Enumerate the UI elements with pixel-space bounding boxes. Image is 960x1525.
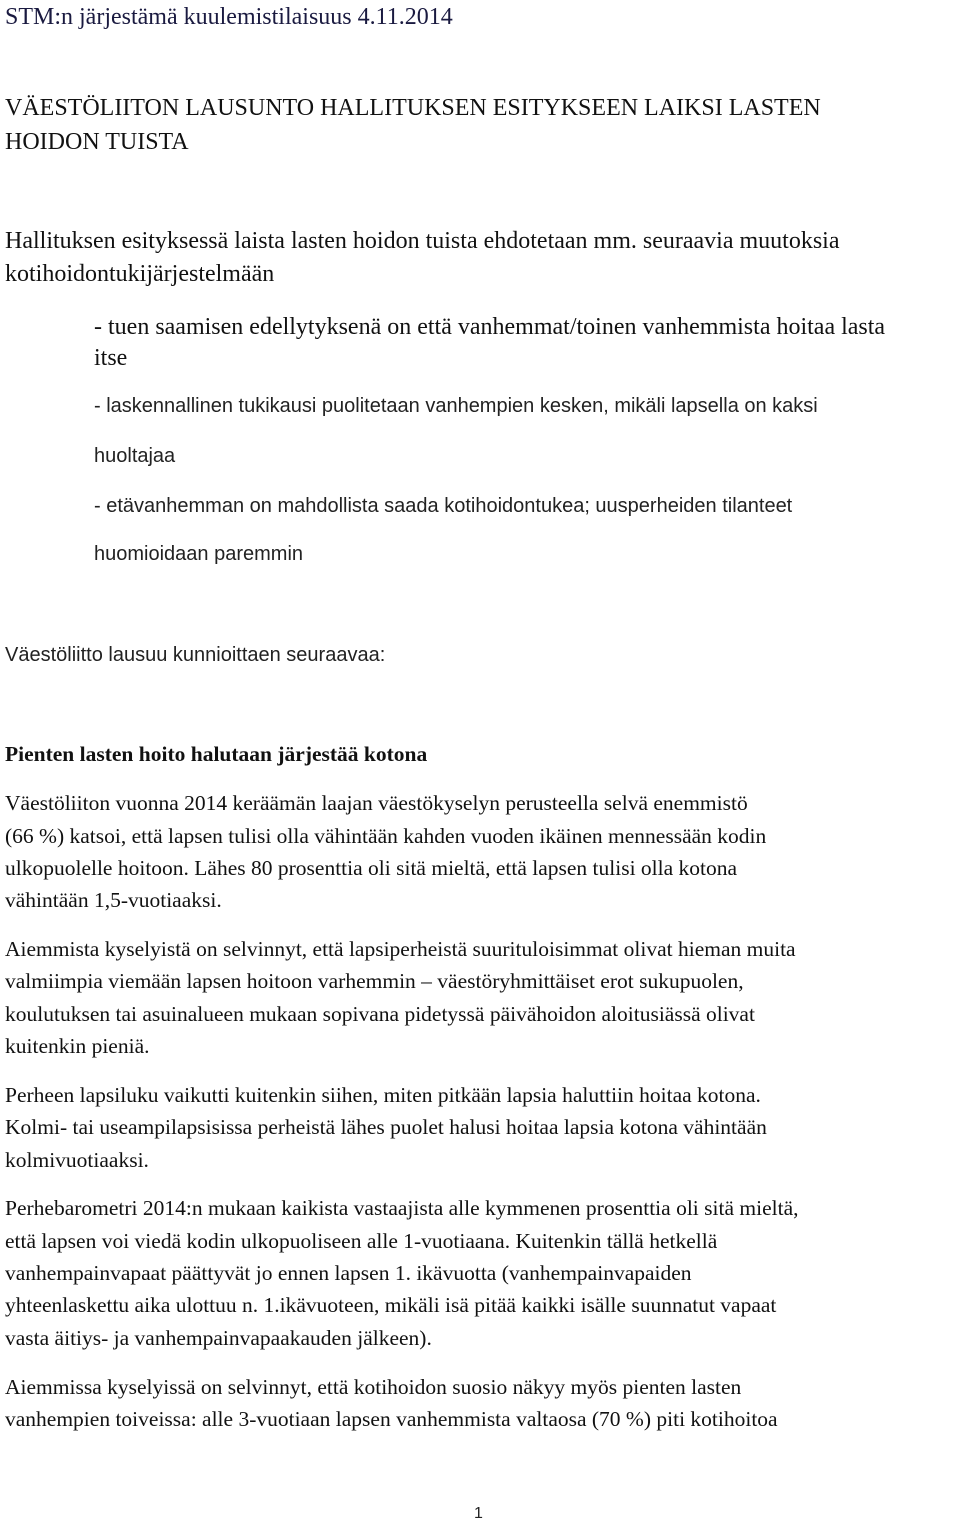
bullet-3-line-1: - etävanhemman on mahdollista saada kotihoidontukea; uusperheiden tilanteet (94, 495, 793, 517)
paragraph-1-line: vähintään 1,5-vuotiaaksi. (5, 888, 222, 912)
paragraph-3-line: Kolmi- tai useampilapsisissa perheistä lähes puolet halusi hoitaa lapsia kotona vähintään (5, 1115, 767, 1139)
paragraph-4-line: Perhebarometri 2014:n mukaan kaikista vastaajista alle kymmenen prosenttia oli sitä mieltä, (5, 1196, 799, 1220)
paragraph-2-line: kuitenkin pieniä. (5, 1034, 150, 1058)
document-title-line-1: VÄESTÖLIITON LAUSUNTO HALLITUKSEN ESITYKSEEN LAIKSI LASTEN (5, 95, 821, 121)
paragraph-4-line: vanhempainvapaat päättyvät jo ennen lapsen 1. ikävuotta (vanhempainvapaiden (5, 1261, 692, 1285)
page-number: 1 (474, 1505, 483, 1522)
paragraph-2-line: valmiimpia viemään lapsen hoitoon varhemmin – väestöryhmittäiset erot sukupuolen, (5, 969, 744, 993)
document-title-line-2: HOIDON TUISTA (5, 129, 189, 155)
paragraph-4-line: yhteenlaskettu aika ulottuu n. 1.ikävuoteen, mikäli isä pitää kaikki isälle suunnatut vapaat (5, 1293, 777, 1317)
bullet-2-line-2: huoltajaa (94, 445, 176, 467)
bullet-1-line-1: - tuen saamisen edellytyksenä on että vanhemmat/toinen vanhemmista hoitaa lasta (94, 314, 886, 340)
section-heading: Pienten lasten hoito halutaan järjestää kotona (5, 742, 428, 766)
paragraph-2-line: koulutuksen tai asuinalueen mukaan sopivana pidetyssä päivähoidon aloitusiässä olivat (5, 1002, 755, 1026)
bullet-3-line-2: huomioidaan paremmin (94, 543, 304, 565)
paragraph-1-line: ulkopuolelle hoitoon. Lähes 80 prosenttia oli sitä mieltä, että lapsen tulisi olla kotona (5, 856, 738, 880)
paragraph-4-line: että lapsen voi viedä kodin ulkopuoliseen alle 1-vuotiaana. Kuitenkin tällä hetkellä (5, 1229, 718, 1253)
paragraph-1-line: (66 %) katsoi, että lapsen tulisi olla vähintään kahden vuoden ikäinen mennessään kodin (5, 824, 767, 848)
paragraph-4-line: vasta äitiys- ja vanhempainvapaakauden jälkeen). (5, 1326, 432, 1350)
paragraph-3-line: kolmivuotiaaksi. (5, 1148, 149, 1172)
paragraph-5-line: vanhempien toiveissa: alle 3-vuotiaan lapsen vanhemmista valtaosa (70 %) piti kotihoitoa (5, 1407, 778, 1431)
bullet-1-line-2: itse (94, 345, 128, 371)
paragraph-1-line: Väestöliiton vuonna 2014 keräämän laajan väestökyselyn perusteella selvä enemmistö (5, 791, 748, 815)
intro-line-2: kotihoidontukijärjestelmään (5, 261, 275, 287)
bullet-2-line-1: - laskennallinen tukikausi puolitetaan vanhempien kesken, mikäli lapsella on kaksi (94, 395, 818, 417)
statement: Väestöliitto lausuu kunnioittaen seuraavaa: (5, 644, 386, 666)
event-title: STM:n järjestämä kuulemistilaisuus 4.11.2014 (5, 4, 453, 30)
intro-line-1: Hallituksen esityksessä laista lasten hoidon tuista ehdotetaan mm. seuraavia muutoksia (5, 228, 840, 254)
paragraph-5-line: Aiemmissa kyselyissä on selvinnyt, että kotihoidon suosio näkyy myös pienten lasten (5, 1375, 742, 1399)
paragraph-2-line: Aiemmista kyselyistä on selvinnyt, että lapsiperheistä suurituloisimmat olivat hieman muita (5, 937, 796, 961)
paragraph-3-line: Perheen lapsiluku vaikutti kuitenkin siihen, miten pitkään lapsia haluttiin hoitaa kotona. (5, 1083, 761, 1107)
